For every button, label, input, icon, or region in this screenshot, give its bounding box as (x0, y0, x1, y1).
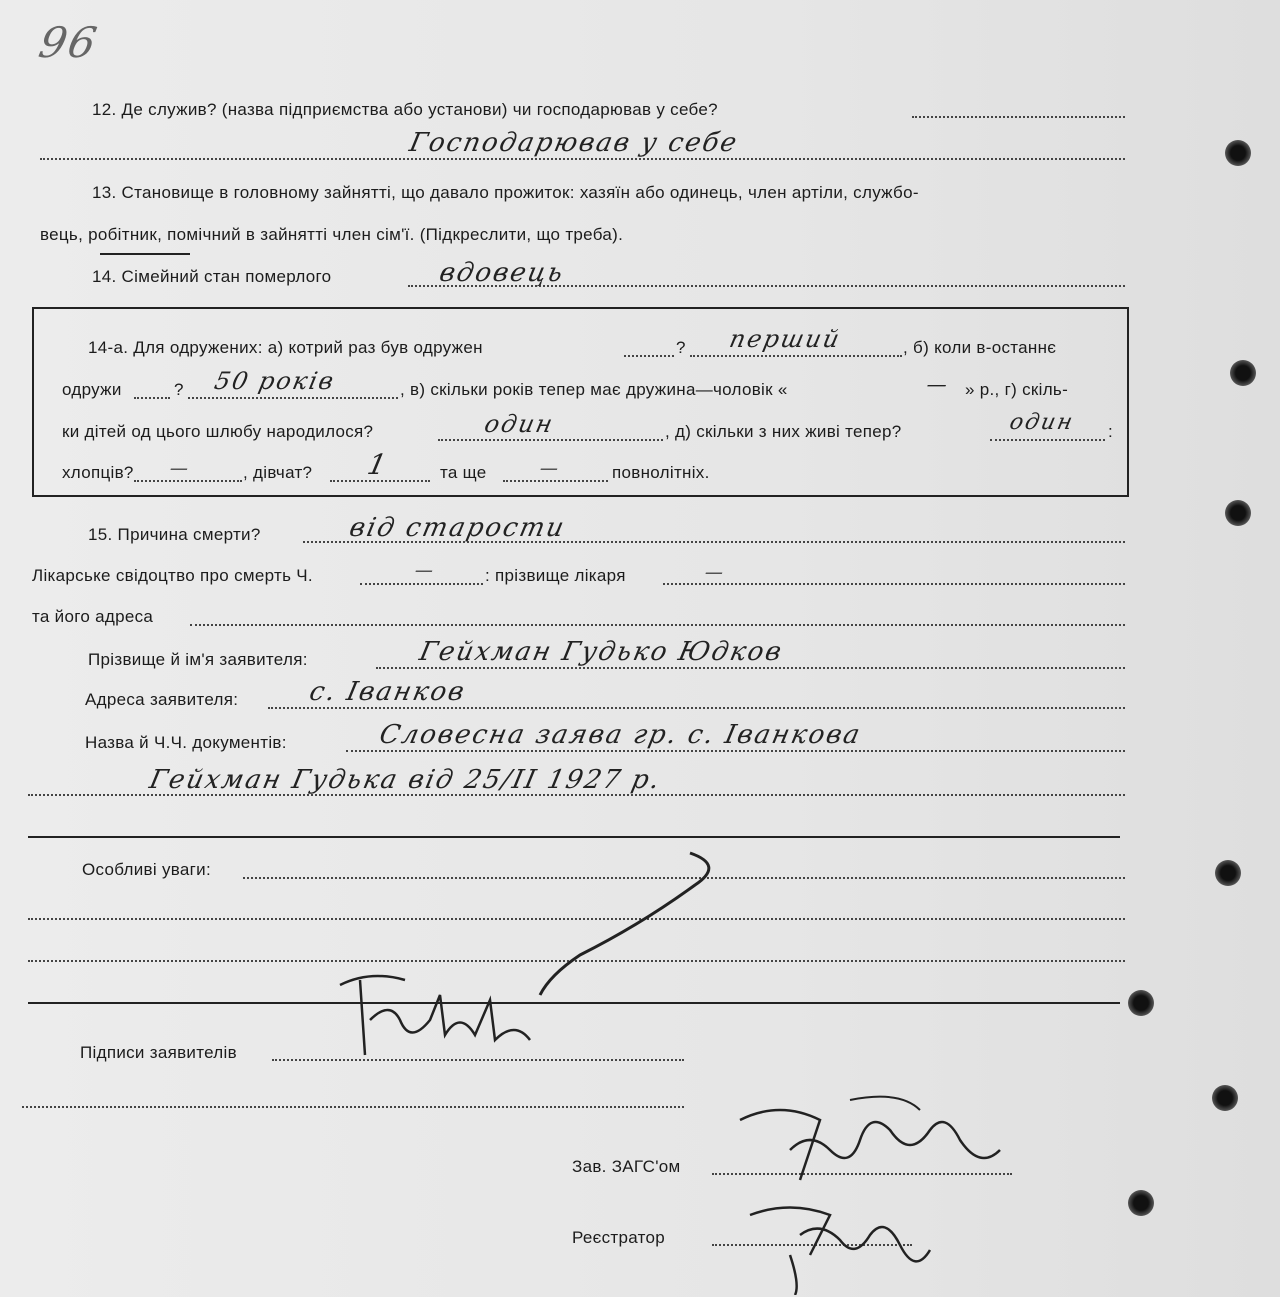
q14a-part8: хлопців? (62, 463, 134, 482)
q13-line2-pre: вець, (40, 225, 89, 244)
medical-dot1 (360, 583, 483, 585)
applicant-docs-dots-2 (28, 794, 1125, 796)
medical-label2: : прізвище лікаря (485, 566, 626, 585)
q13-line1: 13. Становище в головному зайнятті, що давало прожиток: хазяїн або одинець, член артіли, службо- (92, 183, 919, 202)
q12-label: 12. Де служив? (назва підприємства або установи) чи господарював у себе? (92, 100, 718, 119)
signatures-registrar-label: Реєстратор (572, 1228, 666, 1247)
q15-label: 15. Причина смерти? (88, 525, 261, 544)
q14a-dot3 (134, 397, 170, 399)
medical-dot2 (663, 583, 1125, 585)
signatures-zags-label: Зав. ЗАГС'ом (572, 1157, 681, 1176)
applicant-signature (330, 960, 550, 1070)
q14a-answer5: один (1007, 410, 1077, 435)
q14a-part7: , д) скільки з них живі тепер? (665, 422, 902, 441)
signatures-applicants-label: Підписи заявителів (80, 1043, 237, 1062)
q14a-part7b: : (1108, 422, 1114, 441)
q14a-part11: повнолітніх. (612, 463, 710, 482)
q14a-q2: ? (174, 380, 184, 399)
punch-hole (1225, 140, 1251, 166)
q14a-dot6 (990, 439, 1105, 441)
q14-label: 14. Сімейний стан померлого (92, 267, 332, 286)
applicant-docs-label: Назва й Ч.Ч. документів: (85, 733, 287, 752)
q14a-part3: одружи (62, 380, 122, 399)
q14a-dot5 (438, 439, 663, 441)
notes-label: Особливі уваги: (82, 860, 212, 879)
punch-hole (1212, 1085, 1238, 1111)
applicant-name-dots (376, 667, 1125, 669)
q13-option-worker: робітник (88, 225, 158, 244)
q14a-answer2: 50 років (212, 367, 338, 395)
q14a-answer1: перший (727, 325, 844, 353)
q12-answer: Господарював у себе (406, 128, 742, 158)
notes-flourish (520, 845, 720, 1005)
punch-hole (1128, 990, 1154, 1016)
punch-hole (1230, 360, 1256, 386)
q14a-box (32, 307, 1129, 497)
q14a-part10: та ще (440, 463, 487, 482)
q15-answer: від старости (346, 513, 569, 543)
q14a-answer7: 1 (364, 448, 392, 481)
q12-dotline (912, 116, 1125, 118)
q14a-dot2 (690, 355, 902, 357)
applicant-address-label: Адреса заявителя: (85, 690, 239, 709)
q14a-dot9 (503, 480, 608, 482)
applicant-docs-answer2: Гейхман Гудька від 25/ІІ 1927 р. (146, 765, 665, 795)
q14a-part5: » р., г) скіль- (965, 380, 1069, 399)
q13-underline (100, 253, 190, 255)
signatures-applicants-dots-2 (22, 1106, 684, 1108)
medical-dot3 (190, 624, 1125, 626)
q14a-part9: , дівчат? (243, 463, 313, 482)
q14a-part2: , б) коли в-останнє (903, 338, 1057, 357)
q14a-part4: , в) скільки років тепер має дружина—чоловік « (400, 380, 788, 399)
applicant-name-answer: Гейхман Гудько Юдков (416, 637, 786, 667)
applicant-address-dots (268, 707, 1125, 709)
q14a-answer4: один (482, 410, 557, 438)
applicant-name-label: Прізвище й ім'я заявителя: (88, 650, 308, 669)
medical-label3: та його адреса (32, 607, 154, 626)
q14a-answer6: — (167, 458, 193, 479)
corner-mark: 96 (34, 18, 103, 67)
q14a-answer8: — (537, 458, 563, 479)
q14a-part1: 14-а. Для одружених: а) котрий раз був одружен (88, 338, 483, 357)
q13-line2-post: , помічний в зайнятті член сім'ї. (Підкреслити, що треба). (157, 225, 624, 244)
q14a-dot1 (624, 355, 674, 357)
section-divider-1 (28, 836, 1120, 838)
q14-answer: вдовець (436, 258, 568, 288)
zags-signature (700, 1090, 1020, 1190)
q14a-dot7 (134, 480, 242, 482)
applicant-address-answer: с. Іванков (306, 677, 469, 707)
medical-answer1: — (412, 560, 438, 581)
q14a-part6: ки дітей од цього шлюбу народилося? (62, 422, 374, 441)
applicant-docs-dots (346, 750, 1125, 752)
q14a-answer3: — (924, 372, 952, 396)
q12-dotline-2 (40, 158, 1125, 160)
punch-hole (1225, 500, 1251, 526)
medical-answer2: — (702, 562, 728, 583)
q14a-dot4 (188, 397, 398, 399)
medical-label1: Лікарське свідоцтво про смерть Ч. (32, 566, 313, 585)
q13-line2 (40, 225, 623, 245)
punch-hole (1215, 860, 1241, 886)
applicant-docs-answer1: Словесна заява гр. с. Іванкова (376, 720, 865, 750)
q14a-q1: ? (676, 338, 686, 357)
punch-hole (1128, 1190, 1154, 1216)
registrar-signature (720, 1195, 940, 1295)
